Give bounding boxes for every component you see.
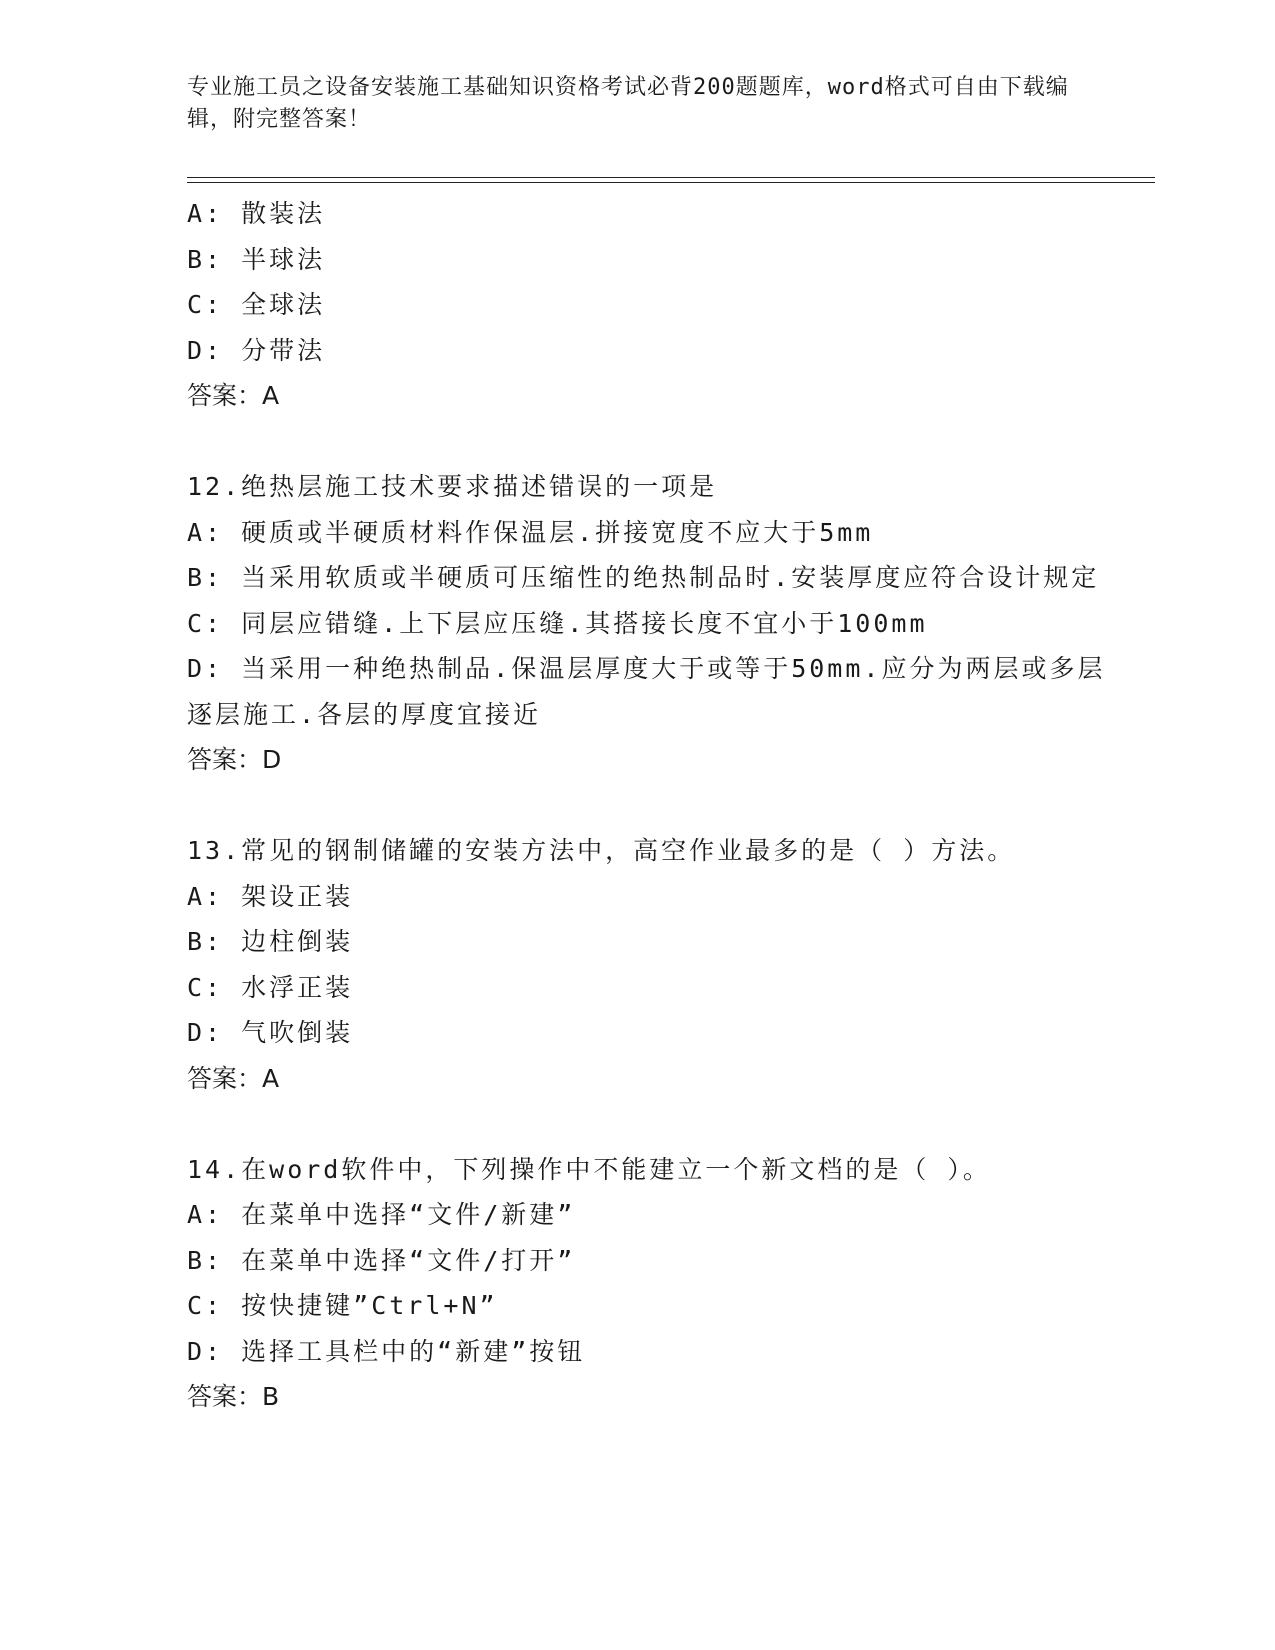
option-b: B: 在菜单中选择“文件/打开” (187, 1245, 576, 1275)
option-c: C: 全球法 (187, 290, 326, 319)
question-14 (187, 1147, 1107, 1420)
answer: 答案：D (187, 745, 282, 774)
option-a: A: 散装法 (187, 199, 326, 228)
question-stem: 12.绝热层施工技术要求描述错误的一项是 (187, 472, 718, 501)
question-stem: 14.在word软件中，下列操作中不能建立一个新文档的是（ ）。 (187, 1154, 991, 1184)
document-title: 专业施工员之设备安装施工基础知识资格考试必背200题题库，word格式可自由下载编辑，附完整答案！ (187, 75, 1069, 132)
option-c: C: 按快捷键”Ctrl+N” (187, 1291, 498, 1320)
option-d: D: 当采用一种绝热制品.保温层厚度大于或等于50mm.应分为两层或多层逐层施工.各层的厚度宜接近 (187, 654, 1106, 729)
option-d: D: 选择工具栏中的“新建”按钮 (187, 1336, 586, 1366)
option-d: D: 分带法 (187, 335, 326, 365)
question-13 (187, 828, 1107, 1101)
header-rule-bottom (187, 182, 1155, 183)
spacer (187, 783, 1107, 829)
answer: 答案：A (187, 381, 280, 410)
option-c: C: 同层应错缝.上下层应压缝.其搭接长度不宜小于100mm (187, 608, 928, 638)
option-b: B: 边柱倒装 (187, 927, 354, 956)
answer: 答案：A (187, 1063, 280, 1093)
spacer (187, 1101, 1107, 1147)
question-list (187, 191, 1107, 1420)
question-11 (187, 191, 1107, 419)
option-d: D: 气吹倒装 (187, 1018, 354, 1047)
answer: 答案：B (187, 1382, 280, 1411)
option-b: B: 当采用软质或半硬质可压缩性的绝热制品时.安装厚度应符合设计规定 (187, 563, 1100, 592)
option-a: A: 硬质或半硬质材料作保温层.拼接宽度不应大于5mm (187, 517, 874, 547)
document-header (187, 72, 1087, 136)
header-rule-top (187, 177, 1155, 178)
spacer (187, 419, 1107, 465)
option-c: C: 水浮正装 (187, 972, 354, 1002)
question-stem: 13.常见的钢制储罐的安装方法中，高空作业最多的是（ ）方法。 (187, 836, 1016, 865)
question-12 (187, 464, 1107, 783)
option-b: B: 半球法 (187, 244, 326, 274)
option-a: A: 在菜单中选择“文件/新建” (187, 1200, 576, 1229)
option-a: A: 架设正装 (187, 881, 354, 911)
